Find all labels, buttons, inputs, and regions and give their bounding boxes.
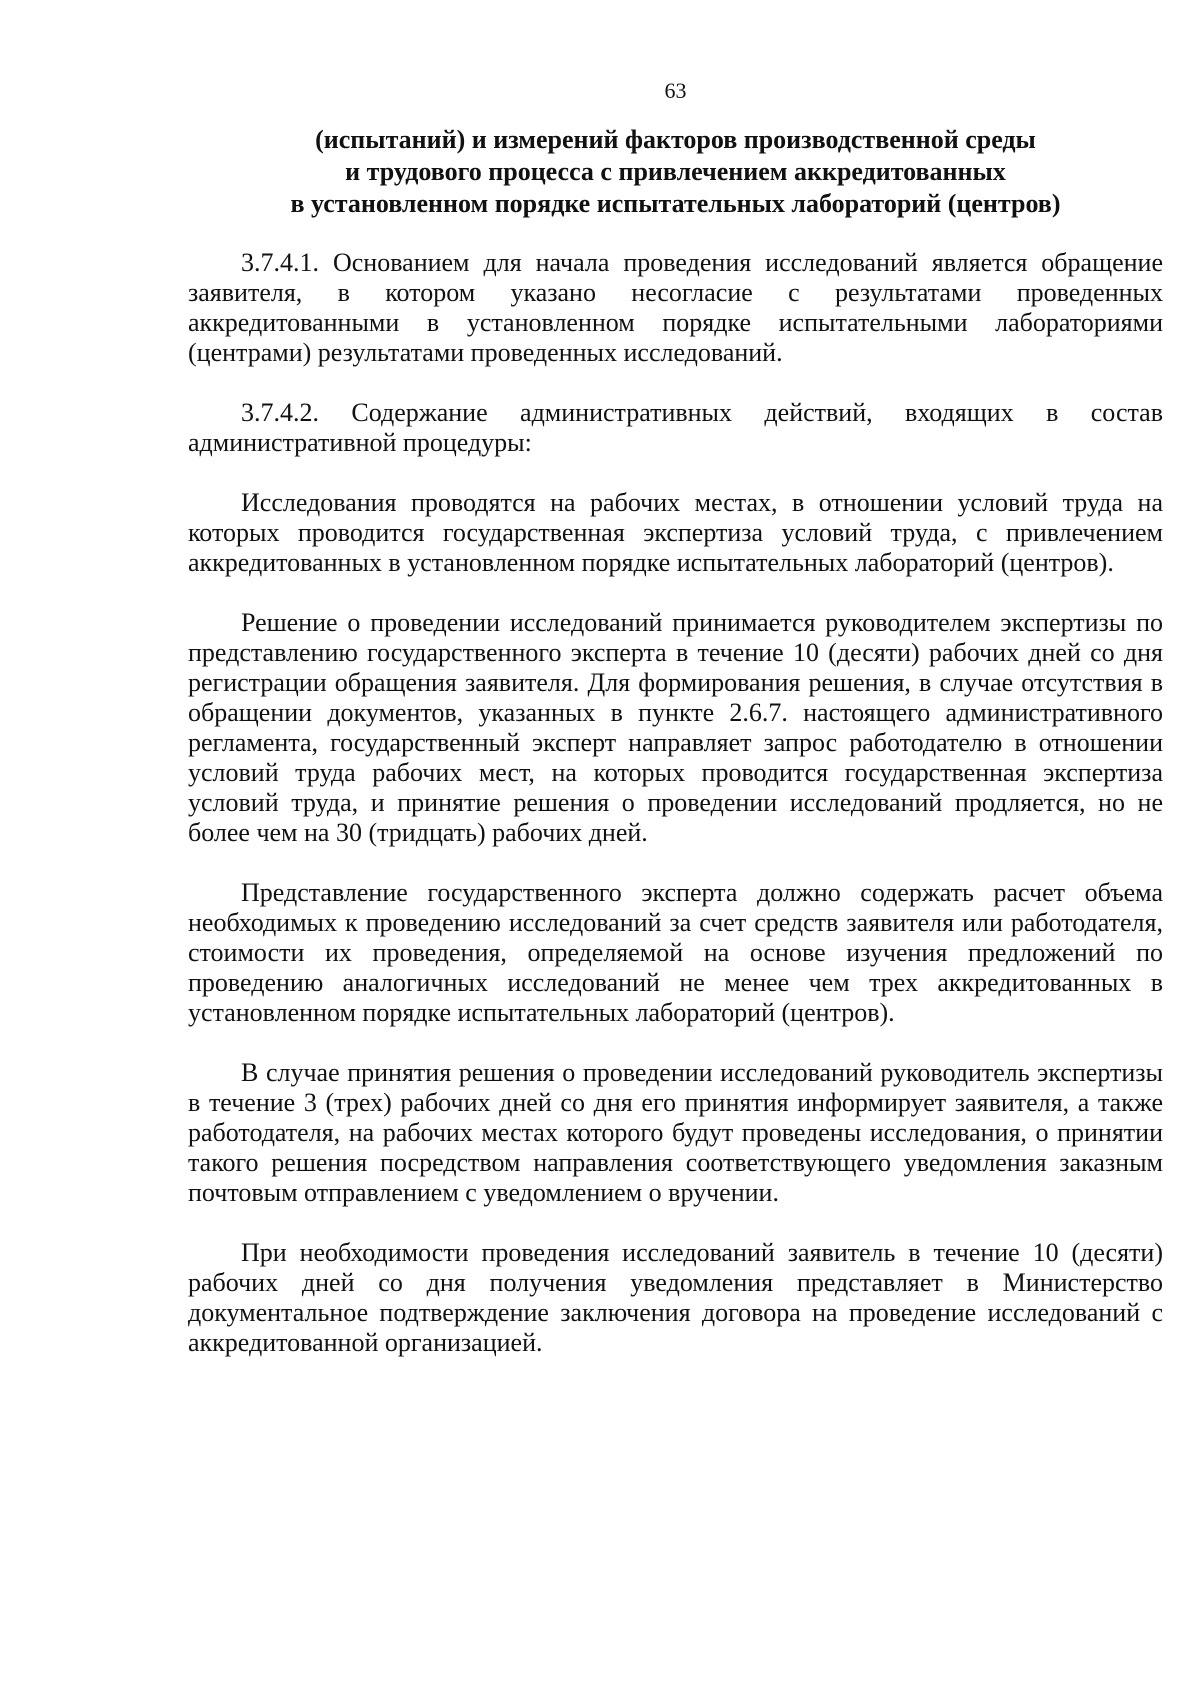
paragraph-3-7-4-2: 3.7.4.2. Содержание административных действий, входящих в состав административной процедуры: <box>188 398 1163 457</box>
paragraph-notification: В случае принятия решения о проведении исследований руководитель экспертизы в течение 3 (трех) рабочих дней со дня его принятия информирует заявителя, а также работодателя, на рабочих местах которого будут проведены исследования, о принятии такого решения посредством направления соответствующего уведомления заказным почтовым отправлением с уведомлением о вручении. <box>188 1058 1163 1207</box>
document-page <box>188 78 1163 1388</box>
heading-line-3: в установленном порядке испытательных лабораторий (центров) <box>290 189 1061 218</box>
heading-line-1: (испытаний) и измерений факторов производственной среды <box>315 125 1036 154</box>
page-number: 63 <box>664 78 687 103</box>
paragraph-research-workplaces: Исследования проводятся на рабочих местах, в отношении условий труда на которых проводится государственная экспертиза условий труда, с привлечением аккредитованных в установленном порядке испытательных лабораторий (центров). <box>188 488 1163 577</box>
paragraph-expert-submission: Представление государственного эксперта должно содержать расчет объема необходимых к проведению исследований за счет средств заявителя или работодателя, стоимости их проведения, определяемой на основе изучения предложений по проведению аналогичных исследований не менее чем трех аккредитованных в установленном порядке испытательных лабораторий (центров). <box>188 878 1163 1027</box>
section-heading <box>188 124 1163 220</box>
paragraph-decision: Решение о проведении исследований принимается руководителем экспертизы по представлению государственного эксперта в течение 10 (десяти) рабочих дней со дня регистрации обращения заявителя. Для формирования решения, в случае отсутствия в обращении документов, указанных в пункте 2.6.7. настоящего административного регламента, государственный эксперт направляет запрос работодателю в отношении условий труда рабочих мест, на которых проводится государственная экспертиза условий труда, и принятие решения о проведении исследований продляется, но не более чем на 30 (тридцать) рабочих дней. <box>188 608 1163 847</box>
paragraph-3-7-4-1: 3.7.4.1. Основанием для начала проведения исследований является обращение заявителя, в котором указано несогласие с результатами проведенных аккредитованными в установленном порядке испытательными лабораториями (центрами) результатами проведенных исследований. <box>188 248 1163 367</box>
heading-line-2: и трудового процесса с привлечением аккредитованных <box>345 157 1006 186</box>
paragraph-contract-confirmation: При необходимости проведения исследований заявитель в течение 10 (десяти) рабочих дней со дня получения уведомления представляет в Министерство документальное подтверждение заключения договора на проведение исследований с аккредитованной организацией. <box>188 1238 1163 1357</box>
